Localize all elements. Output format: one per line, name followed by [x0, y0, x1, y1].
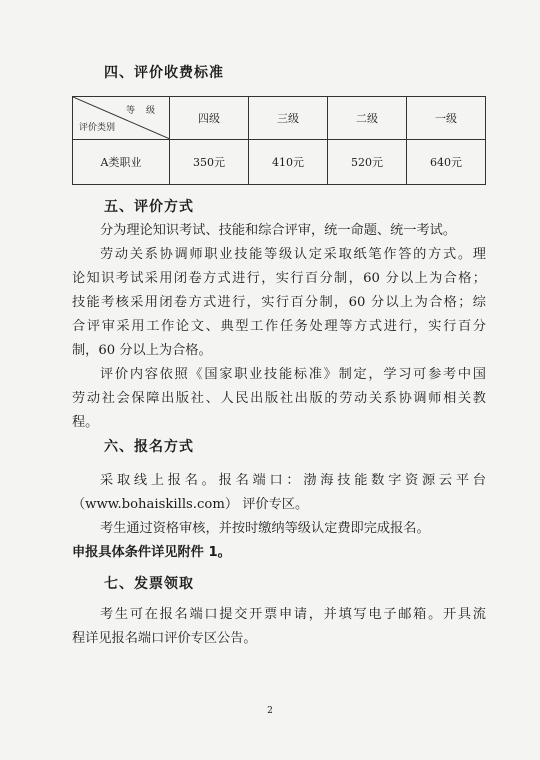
level-header-3: 三级	[249, 97, 328, 140]
section-6-paragraph-3	[72, 541, 486, 565]
text-line: 评价内容依照《国家职业技能标准》制定，学习可参考中国	[100, 367, 486, 382]
text-line: 申报具体条件详见附件 1。	[72, 545, 231, 560]
section-6-paragraph-2	[72, 517, 486, 541]
fee-level-3: 410元	[249, 140, 328, 185]
corner-level-label: 等 级	[126, 106, 159, 116]
section-4-heading: 四、评价收费标准	[104, 65, 224, 81]
text-line: 采取线上报名。报名端口：渤海技能数字资源云平台	[100, 473, 486, 488]
text-line: 劳动关系协调师职业技能等级认定采取纸笔作答的方式。理	[100, 247, 486, 262]
section-7-paragraph-1	[72, 603, 486, 651]
text-line: 制，60 分以上为合格。	[72, 343, 212, 358]
text-line: 考生通过资格审核，并按时缴纳等级认定费即完成报名。	[100, 521, 430, 536]
text-line: 程详见报名端口评价专区公告。	[72, 631, 257, 646]
text-line: 考生可在报名端口提交开票申请，并填写电子邮箱。开具流	[100, 607, 486, 622]
row-category-label: A类职业	[73, 140, 170, 185]
fee-level-1: 640元	[407, 140, 486, 185]
section-7-heading: 七、发票领取	[104, 576, 194, 592]
level-header-4: 四级	[170, 97, 249, 140]
fee-level-2: 520元	[328, 140, 407, 185]
section-6-paragraph-1	[72, 469, 486, 517]
section-6-heading: 六、报名方式	[104, 439, 194, 455]
fee-table-header-row	[73, 97, 486, 140]
text-line: 劳动社会保障出版社、人民出版社出版的劳动关系协调师相关教	[72, 391, 486, 406]
level-header-2: 二级	[328, 97, 407, 140]
section-5-paragraph-1	[72, 219, 486, 243]
registration-link-line: （www.bohaiskills.com） 评价专区。	[72, 497, 309, 512]
section-5-paragraph-2	[72, 243, 486, 363]
corner-category-label: 评价类别	[79, 123, 116, 133]
text-line: 合评审采用工作论文、典型工作任务处理等方式进行，实行百分	[72, 319, 486, 334]
section-5-paragraph-3	[72, 363, 486, 435]
fee-table-row	[73, 140, 486, 185]
text-line: 分为理论知识考试、技能和综合评审，统一命题、统一考试。	[100, 223, 457, 238]
text-line: 技能考核采用闭卷方式进行，实行百分制，60 分以上为合格；综	[72, 295, 486, 310]
section-5-heading: 五、评价方式	[104, 199, 194, 215]
level-header-1: 一级	[407, 97, 486, 140]
fee-level-4: 350元	[170, 140, 249, 185]
fee-table	[72, 96, 486, 185]
fee-table-corner-cell	[73, 97, 170, 140]
text-line: 程。	[72, 415, 99, 430]
text-line: 论知识考试采用闭卷方式进行，实行百分制，60 分以上为合格；	[72, 271, 486, 286]
page-number: 2	[267, 706, 273, 716]
